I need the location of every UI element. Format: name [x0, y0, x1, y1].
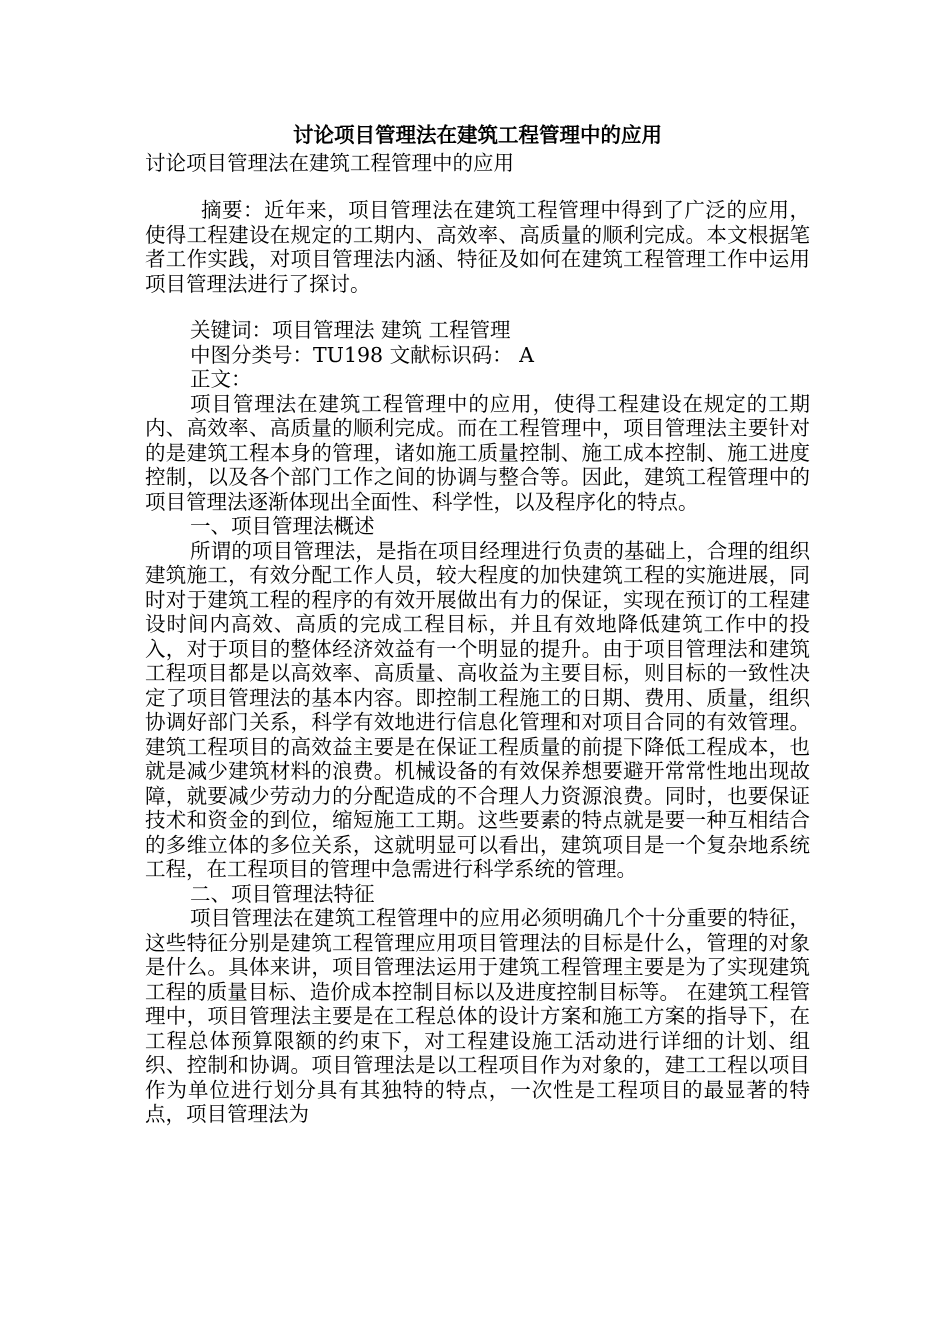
metadata-block	[145, 318, 810, 392]
intro-paragraph: 项目管理法在建筑工程管理中的应用，使得工程建设在规定的工期内、高效率、高质量的顺利完成。而在工程管理中，项目管理法主要针对的是建筑工程本身的管理，诸如施工质量控制、施工成本控制、施工进度控制，以及各个部门工作之间的协调与整合等。因此，建筑工程管理中的项目管理法逐渐体现出全面性、科学性，以及程序化的特点。	[145, 391, 810, 514]
document-title: 讨论项目管理法在建筑工程管理中的应用	[293, 123, 662, 147]
section-paragraph-1: 所谓的项目管理法，是指在项目经理进行负责的基础上，合理的组织建筑施工，有效分配工作人员，较大程度的加快建筑工程的实施进展，同时对于建筑工程的程序的有效开展做出有力的保证，实现在预订的工程建设时间内高效、高质的完成工程目标，并且有效地降低建筑工作中的投入，对于项目的整体经济效益有一个明显的提升。由于项目管理法和建筑工程项目都是以高效率、高质量、高收益为主要目标，则目标的一致性决定了项目管理法的基本内容。即控制工程施工的日期、费用、质量，组织协调好部门关系，科学有效地进行信息化管理和对项目合同的有效管理。建筑工程项目的高效益主要是在保证工程质量的前提下降低工程成本，也就是减少建筑材料的浪费。机械设备的有效保养想要避开常常性地出现故障，就要减少劳动力的分配造成的不合理人力资源浪费。同时，也要保证技术和资金的到位，缩短施工工期。这些要素的特点就是要一种互相结合的多维立体的多位关系，这就明显可以看出，建筑项目是一个复杂地系统工程，在工程项目的管理中急需进行科学系统的管理。	[145, 538, 810, 881]
document-page	[145, 120, 810, 1127]
abstract-paragraph: 摘要：近年来，项目管理法在建筑工程管理中得到了广泛的应用，使得工程建设在规定的工期内、高效率、高质量的顺利完成。本文根据笔者工作实践，对项目管理法内涵、特征及如何在建筑工程管理工作中运用项目管理法进行了探讨。	[145, 198, 810, 296]
section-heading-2: 二、项目管理法特征	[190, 881, 375, 906]
keywords-line: 关键词：项目管理法 建筑 工程管理	[190, 318, 511, 342]
section-paragraph-2: 项目管理法在建筑工程管理中的应用必须明确几个十分重要的特征，这些特征分别是建筑工程管理应用项目管理法的目标是什么，管理的对象是什么。具体来讲，项目管理法运用于建筑工程管理主要是为了实现建筑工程的质量目标、造价成本控制目标以及进度控制目标等。 在建筑工程管理中，项目管理法主要是在工程总体的设计方案和施工方案的指导下，在工程总体预算限额的约束下，对工程建设施工活动进行详细的计划、组织、控制和协调。项目管理法是以工程项目作为对象的，建工工程以项目作为单位进行划分具有其独特的特点，一次性是工程项目的最显著的特点，项目管理法为	[145, 906, 810, 1126]
document-subtitle: 讨论项目管理法在建筑工程管理中的应用	[145, 151, 514, 175]
blank-line	[145, 176, 810, 198]
body-label: 正文：	[190, 367, 252, 391]
section-heading-1: 一、项目管理法概述	[190, 514, 375, 538]
classification-line: 中图分类号：TU198 文献标识码： A	[190, 342, 534, 367]
